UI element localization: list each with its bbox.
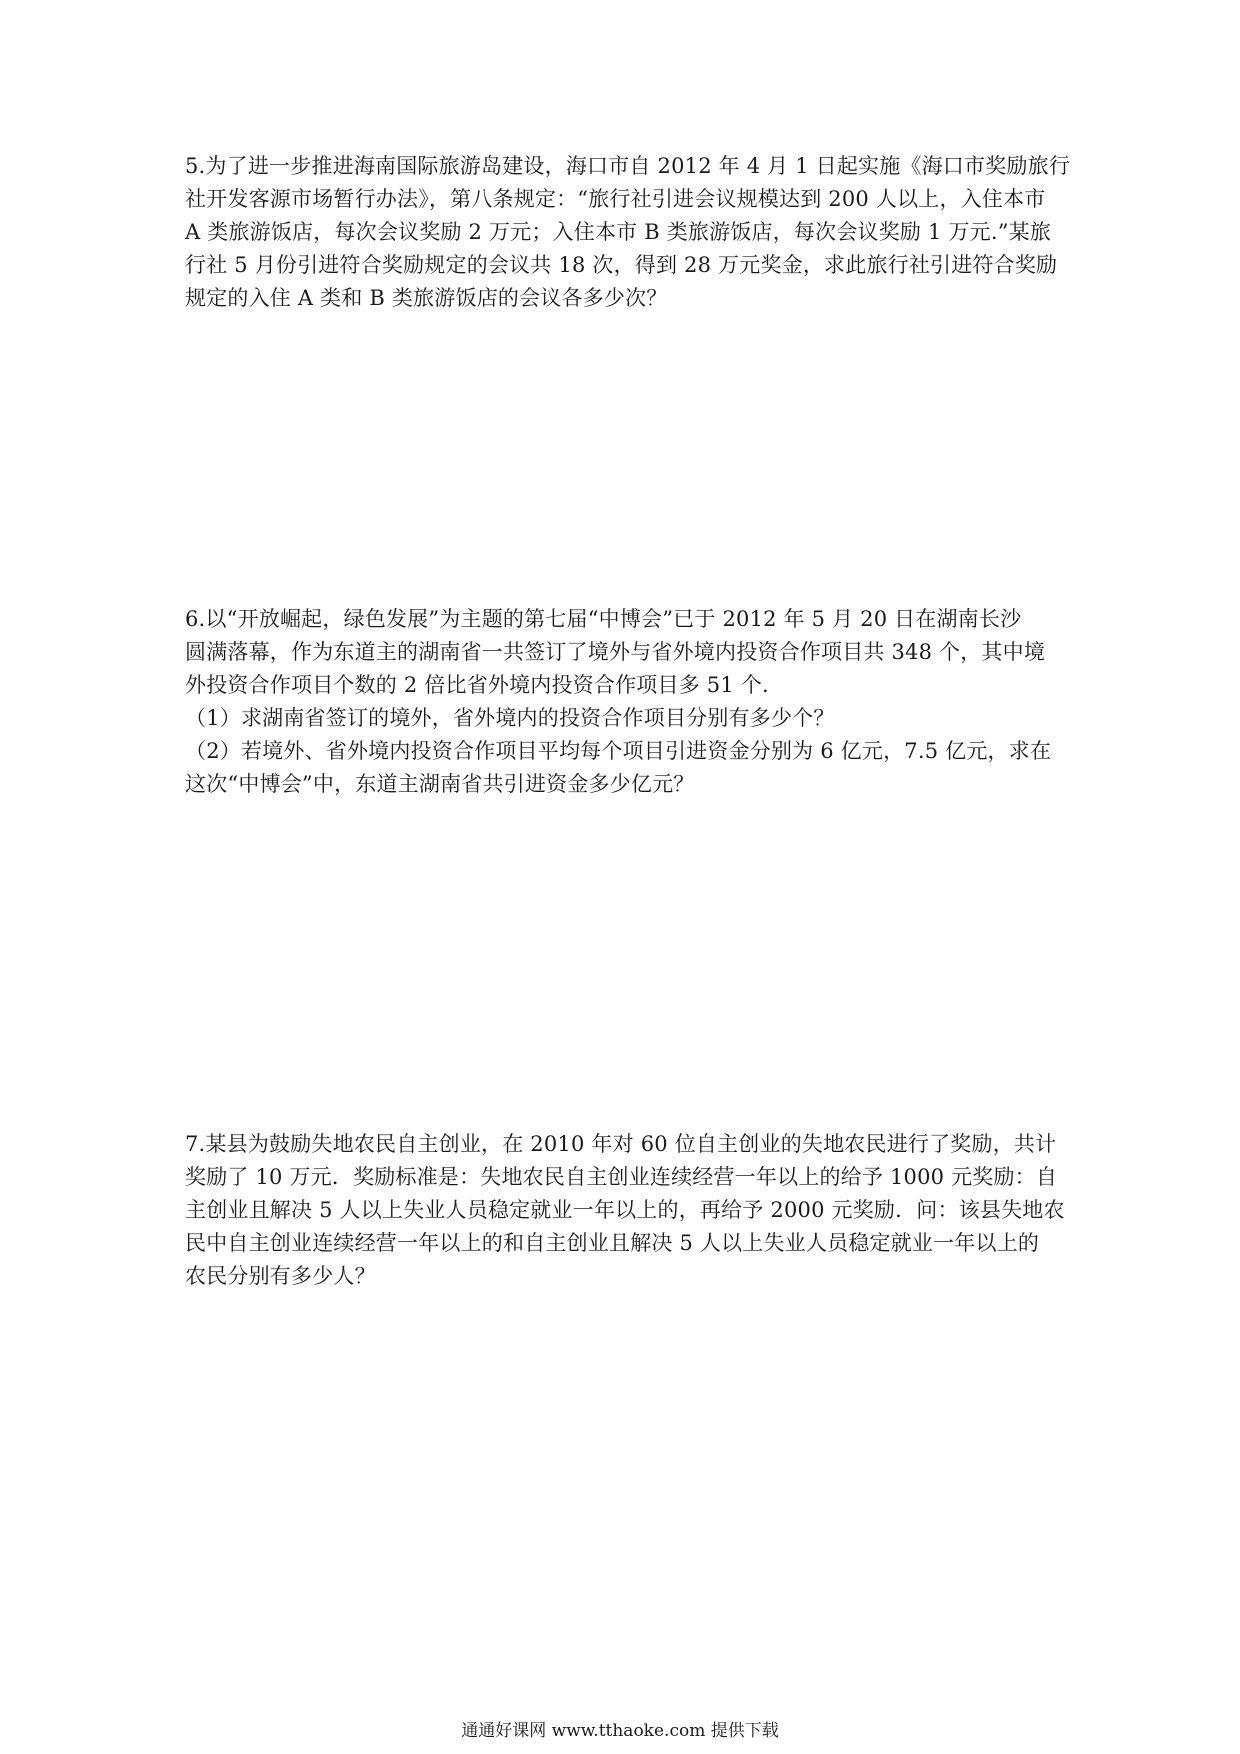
problem-6-line-6: 这次“中博会”中，东道主湖南省共引进资金多少亿元？: [185, 772, 695, 796]
problem-6-line-1: 6.以“开放崛起，绿色发展”为主题的第七届“中博会”已于 2012 年 5 月 20 日在湖南长沙: [185, 607, 1022, 631]
problem-6-line-2: 圆满落幕，作为东道主的湖南省一共签订了境外与省外境内投资合作项目共 348 个，其中境: [185, 640, 1046, 664]
problem-6: [185, 603, 1065, 801]
problem-7: [185, 1128, 1065, 1293]
problem-7-line-5: 农民分别有多少人？: [185, 1264, 376, 1288]
problem-6-line-3: 外投资合作项目个数的 2 倍比省外境内投资合作项目多 51 个.: [185, 673, 769, 697]
problem-5-line-1: 5.为了进一步推进海南国际旅游岛建设，海口市自 2012 年 4 月 1 日起实施《海口市奖励旅行: [185, 154, 1071, 178]
problem-7-line-3: 主创业且解决 5 人以上失业人员稳定就业一年以上的，再给予 2000 元奖励．问：该县失地农: [185, 1198, 1065, 1222]
problem-6-line-4: （1）求湖南省签订的境外，省外境内的投资合作项目分别有多少个？: [185, 706, 835, 730]
problem-5-line-4: 行社 5 月份引进符合奖励规定的会议共 18 次，得到 28 万元奖金，求此旅行社引进符合奖励: [185, 253, 1058, 277]
problem-5-line-3: A 类旅游饭店，每次会议奖励 2 万元；入住本市 B 类旅游饭店，每次会议奖励 1 万元.”某旅: [185, 220, 1052, 244]
problem-7-line-1: 7.某县为鼓励失地农民自主创业，在 2010 年对 60 位自主创业的失地农民进行了奖励，共计: [185, 1132, 1057, 1156]
problem-7-line-2: 奖励了 10 万元．奖励标准是：失地农民自主创业连续经营一年以上的给予 1000 元奖励：自: [185, 1165, 1058, 1189]
problem-5: [185, 150, 1071, 315]
problem-7-line-4: 民中自主创业连续经营一年以上的和自主创业且解决 5 人以上失业人员稳定就业一年以上的: [185, 1231, 1040, 1255]
problem-5-line-5: 规定的入住 A 类和 B 类旅游饭店的会议各多少次？: [185, 286, 668, 310]
problem-5-line-2: 社开发客源市场暂行办法》，第八条规定：“旅行社引进会议规模达到 200 人以上，入住本市: [185, 187, 1046, 211]
page-footer: 通通好课网 www.tthaoke.com 提供下载: [461, 1721, 779, 1741]
problem-6-line-5: （2）若境外、省外境内投资合作项目平均每个项目引进资金分别为 6 亿元，7.5 亿元，求在: [185, 739, 1052, 763]
